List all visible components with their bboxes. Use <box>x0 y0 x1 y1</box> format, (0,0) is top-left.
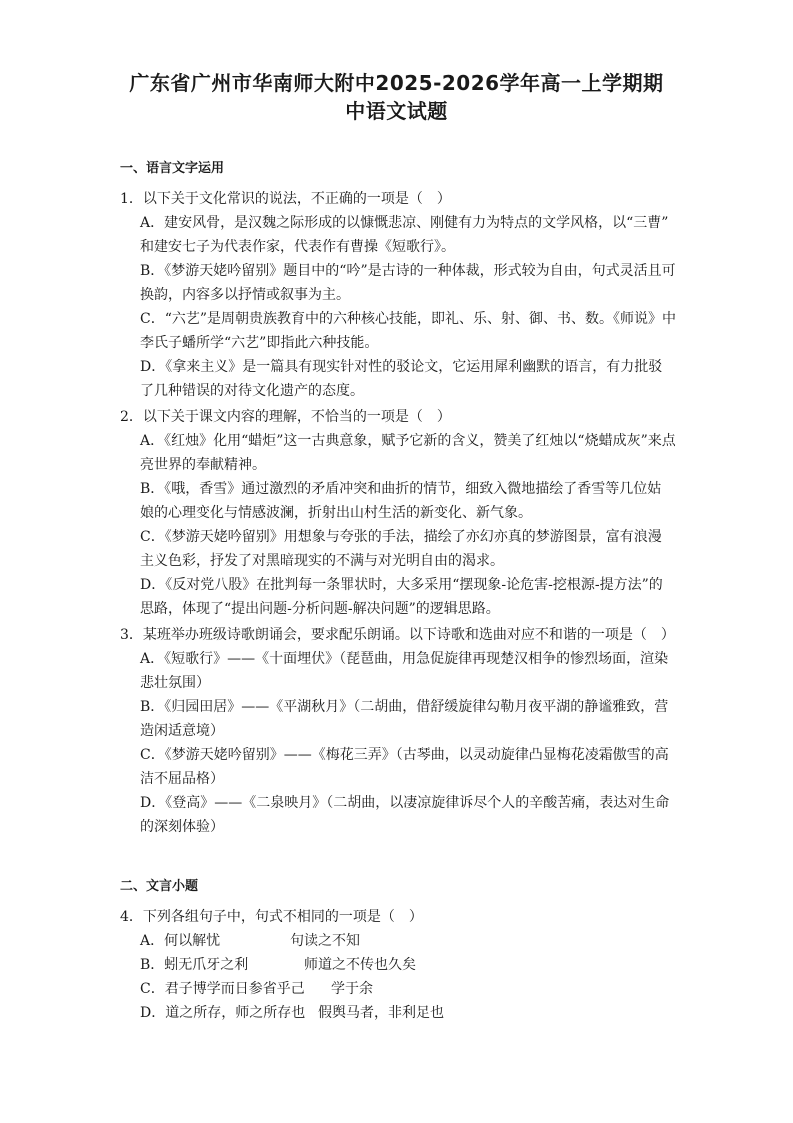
question-1-option-b: B．《梦游天姥吟留别》题目中的“吟”是古诗的一种体裁，形式较为自由，句式灵活且可 <box>140 263 676 279</box>
question-3-option-d-cont: 的深刻体验） <box>140 819 224 835</box>
question-3-option-c-cont: 洁不屈品格） <box>140 771 224 787</box>
question-4-option-b-left: B．蚓无爪牙之利 <box>140 957 249 973</box>
question-1-option-d: D．《拿来主义》是一篇具有现实针对性的驳论文，它运用犀利幽默的语言，有力批驳 <box>140 359 663 375</box>
question-1-option-c: C．“六艺”是周朝贵族教育中的六种核心技能，即礼、乐、射、御、书、数。《师说》中 <box>140 311 677 327</box>
question-2-option-c-cont: 主义色彩，抒发了对黑暗现实的不满与对光明自由的渴求。 <box>140 553 504 569</box>
question-1-option-d-cont: 了几种错误的对待文化遗产的态度。 <box>140 383 364 399</box>
question-3-option-a-cont: 悲壮氛围） <box>140 675 210 691</box>
section-heading-language-use: 一、语言文字运用 <box>120 161 225 176</box>
question-4-option-a-right: 句读之不知 <box>290 933 360 949</box>
question-4-option-b-right: 师道之不传也久矣 <box>304 957 416 973</box>
question-4-option-d-right: 假舆马者，非利足也 <box>318 1005 444 1021</box>
question-4-option-c <box>140 978 305 1000</box>
question-4-option-d <box>140 1002 305 1024</box>
question-1-option-b-cont: 换韵，内容多以抒情或叙事为主。 <box>140 287 350 303</box>
question-3-option-b: B．《归园田居》——《平湖秋月》（二胡曲，借舒缓旋律勾勒月夜平湖的静谧雅致，营 <box>140 699 669 715</box>
section-heading-classical-chinese: 二、文言小题 <box>120 879 199 894</box>
question-1-option-c-cont: 李氏子蟠所学“六艺”即指此六种技能。 <box>140 335 379 351</box>
question-2-option-a: A．《红烛》化用“蜡炬”这一古典意象，赋予它新的含义，赞美了红烛以“烧蜡成灰”来点 <box>140 433 676 449</box>
question-4-stem: 4．下列各组句子中，句式不相同的一项是（ ） <box>120 909 423 925</box>
question-4-option-c-right: 学于余 <box>331 981 373 997</box>
question-4-option-b <box>140 954 248 976</box>
question-1-stem: 1．以下关于文化常识的说法，不正确的一项是（ ） <box>120 191 451 207</box>
question-4-option-a-left: A．何以解忧 <box>140 933 221 949</box>
question-1-option-a-cont: 和建安七子为代表作家，代表作有曹操《短歌行》。 <box>140 239 455 255</box>
question-2-option-c: C．《梦游天姥吟留别》用想象与夸张的手法，描绘了亦幻亦真的梦游图景，富有浪漫 <box>140 529 662 545</box>
question-2-stem: 2．以下关于课文内容的理解，不恰当的一项是（ ） <box>120 409 451 425</box>
question-4-option-c-left: C．君子博学而日参省乎己 <box>140 981 305 997</box>
question-2-option-d-cont: 思路，体现了“提出问题-分析问题-解决问题”的逻辑思路。 <box>140 601 500 617</box>
question-1-option-a: A．建安风骨，是汉魏之际形成的以慷慨悲凉、刚健有力为特点的文学风格，以“三曹” <box>140 215 669 231</box>
question-3-option-d: D．《登高》——《二泉映月》（二胡曲，以凄凉旋律诉尽个人的辛酸苦痛，表达对生命 <box>140 795 670 811</box>
question-2-option-b-cont: 娘的心理变化与情感波澜，折射出山村生活的新变化、新气象。 <box>140 505 532 521</box>
exam-title-line-1: 广东省广州市华南师大附中2025-2026学年高一上学期期 <box>129 71 664 95</box>
question-3-option-b-cont: 造闲适意境） <box>140 723 224 739</box>
question-3-option-a: A．《短歌行》——《十面埋伏》（琵琶曲，用急促旋律再现楚汉相争的惨烈场面，渲染 <box>140 651 669 667</box>
question-2-option-b: B．《哦，香雪》通过激烈的矛盾冲突和曲折的情节，细致入微地描绘了香雪等几位姑 <box>140 481 662 497</box>
question-3-stem: 3．某班举办班级诗歌朗诵会，要求配乐朗诵。以下诗歌和选曲对应不和谐的一项是（ ） <box>120 627 675 643</box>
question-2-option-d: D．《反对党八股》在批判每一条罪状时，大多采用“摆现象-论危害-挖根源-提方法”的 <box>140 577 663 593</box>
exam-title-line-2: 中语文试题 <box>345 99 448 123</box>
question-4-option-d-left: D．道之所存，师之所存也 <box>140 1005 306 1021</box>
question-4-option-a <box>140 930 220 952</box>
question-3-option-c: C．《梦游天姥吟留别》——《梅花三弄》（古琴曲，以灵动旋律凸显梅花凌霜傲雪的高 <box>140 747 669 763</box>
question-2-option-a-cont: 亮世界的奉献精神。 <box>140 457 266 473</box>
